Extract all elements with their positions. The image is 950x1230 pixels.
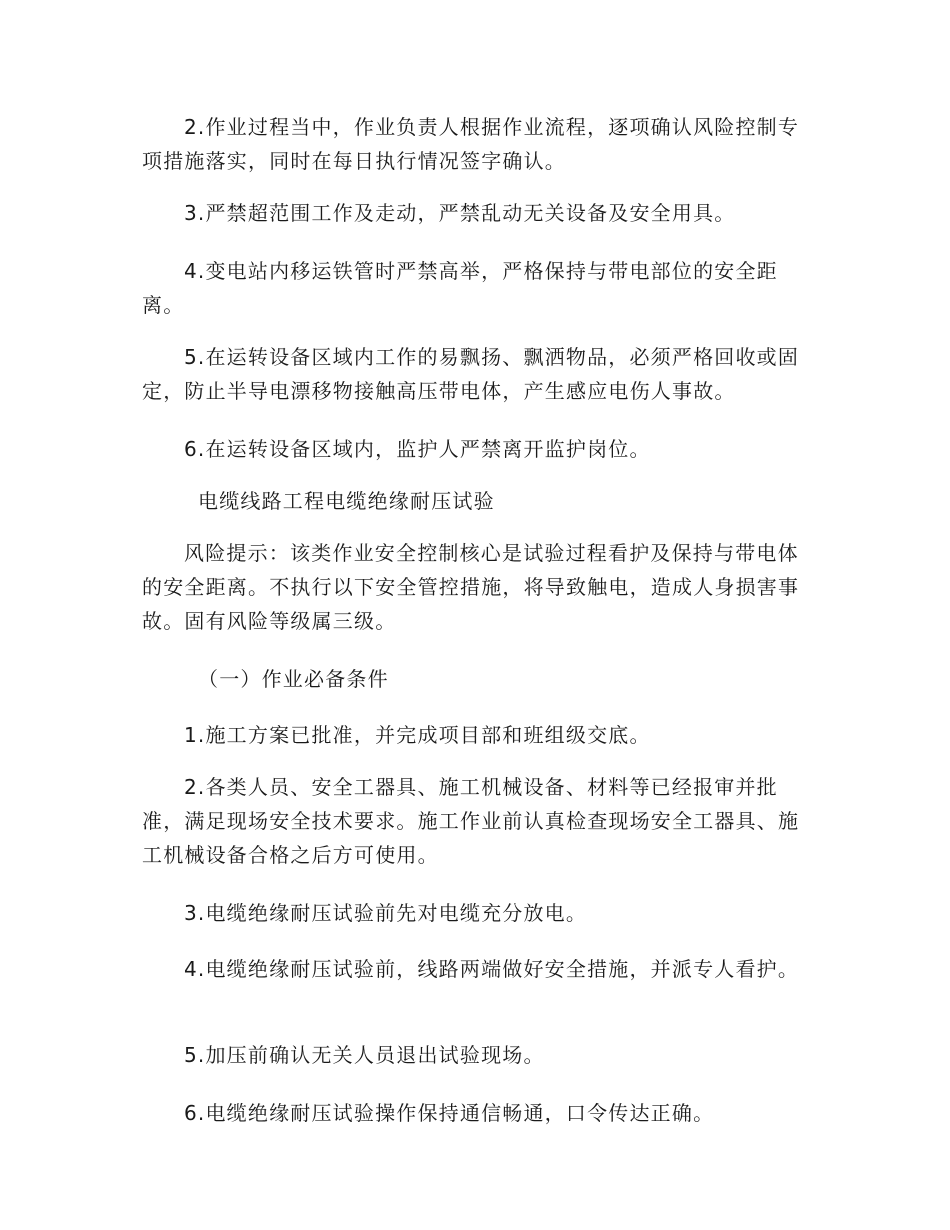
risk-notice: 风险提示：该类作业安全控制核心是试验过程看护及保持与带电体的安全距离。不执行以下安全管控措施，将导致触电，造成人身损害事故。固有风险等级属三级。	[142, 541, 800, 633]
condition-item-3: 3.电缆绝缘耐压试验前先对电缆充分放电。	[184, 901, 588, 925]
condition-item-6: 6.电缆绝缘耐压试验操作保持通信畅通，口令传达正确。	[184, 1101, 715, 1125]
paragraph-item-6: 6.在运转设备区域内，监护人严禁离开监护岗位。	[184, 437, 651, 461]
condition-item-1: 1.施工方案已批准，并完成项目部和班组级交底。	[184, 723, 651, 747]
paragraph-item-5: 5.在运转设备区域内工作的易飘扬、飘洒物品，必须严格回收或固定，防止半导电漂移物接触高压带电体，产生感应电伤人事故。	[142, 345, 800, 403]
subsection-heading: （一）作业必备条件	[198, 667, 389, 691]
condition-item-2: 2.各类人员、安全工器具、施工机械设备、材料等已经报审并批准，满足现场安全技术要求。施工作业前认真检查现场安全工器具、施工机械设备合格之后方可使用。	[142, 775, 800, 867]
paragraph-item-2: 2.作业过程当中，作业负责人根据作业流程，逐项确认风险控制专项措施落实，同时在每日执行情况签字确认。	[142, 115, 800, 173]
paragraph-item-3: 3.严禁超范围工作及走动，严禁乱动无关设备及安全用具。	[184, 201, 736, 225]
condition-item-4: 4.电缆绝缘耐压试验前，线路两端做好安全措施，并派专人看护。	[184, 957, 800, 981]
condition-item-5: 5.加压前确认无关人员退出试验现场。	[184, 1043, 545, 1067]
paragraph-item-4: 4.变电站内移运铁管时严禁高举，严格保持与带电部位的安全距离。	[142, 259, 778, 317]
section-heading: 电缆线路工程电缆绝缘耐压试验	[198, 489, 495, 513]
